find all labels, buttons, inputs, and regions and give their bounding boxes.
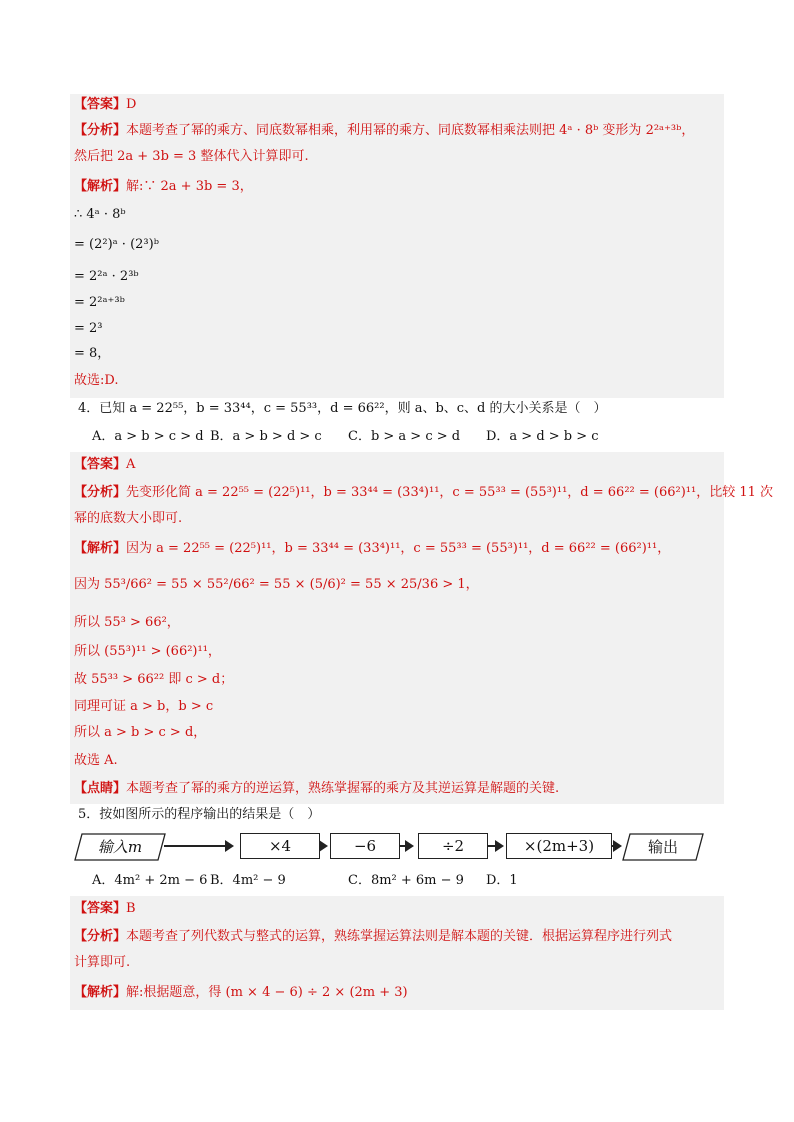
q4-solution-line-1 — [74, 540, 720, 558]
answer-value: A — [126, 457, 136, 472]
q4-solution-line-5: 故 55³³ > 66²² 即 c > d； — [74, 672, 234, 687]
q3-choose: 故选:D. — [74, 373, 119, 388]
flow-arrow — [320, 845, 326, 847]
answer-value: B — [126, 901, 136, 916]
q3-solution-intro — [74, 178, 720, 196]
comment-text: 本题考查了幂的乘方的逆运算，熟练掌握幂的乘方及其逆运算是解题的关键. — [126, 781, 560, 796]
q4-stem: 4．已知 a = 22⁵⁵，b = 33⁴⁴，c = 55³³，d = 66²²，则 a、b、c、d 的大小关系是（ ） — [78, 401, 607, 416]
analysis-text: 计算即可. — [74, 955, 131, 970]
analysis-text: 先变形化简 a = 22⁵⁵ = (22⁵)¹¹，b = 33⁴⁴ = (33⁴)¹¹，c = 55³³ = (55³)¹¹，d = 66²² = (66²)¹¹，比较 11 次 — [126, 485, 774, 500]
analysis-text: 然后把 2a + 3b = 3 整体代入计算即可. — [74, 149, 309, 164]
q4-solution-line-4: 所以 (55³)¹¹ > (66²)¹¹， — [74, 644, 221, 659]
analysis-text: 幂的底数大小即可. — [74, 511, 183, 526]
q4-answer-line — [74, 456, 720, 474]
q4-analysis-line-2 — [74, 510, 720, 528]
flow-arrow — [164, 845, 232, 847]
q3-step: = 2³ — [74, 321, 103, 336]
q3-step: ∴ 4ᵃ · 8ᵇ — [74, 207, 126, 222]
flow-step-label: ×(2m+3) — [523, 837, 595, 855]
q5-answer-line — [74, 900, 720, 918]
solution-text: 因为 a = 22⁵⁵ = (22⁵)¹¹，b = 33⁴⁴ = (33⁴)¹¹，c = 55³³ = (55³)¹¹，d = 66²² = (66²)¹¹， — [126, 541, 671, 556]
q3-step: = 2²ᵃ⁺³ᵇ — [74, 295, 125, 310]
q5-analysis-line-1 — [74, 928, 720, 946]
q4-options — [92, 428, 738, 446]
flow-output-label: 输出 — [647, 838, 678, 856]
answer-tag: 【答案】 — [74, 901, 127, 916]
comment-tag: 【点睛】 — [74, 781, 127, 796]
q5-stem: 5．按如图所示的程序输出的结果是（ ） — [78, 807, 321, 822]
flow-step-multiply-4 — [240, 833, 320, 859]
q5-solution-line-1 — [74, 984, 720, 1002]
q5-analysis-line-2 — [74, 954, 720, 972]
solution-tag: 【解析】 — [74, 985, 127, 1000]
flow-step-label: ×4 — [268, 837, 292, 855]
q3-step: = 8， — [74, 346, 111, 361]
q4-option-d[interactable]: D．a > d > b > c — [486, 429, 599, 444]
solution-tag: 【解析】 — [74, 179, 127, 194]
q4-analysis-line-1 — [74, 484, 774, 502]
flow-step-divide-2 — [418, 833, 488, 859]
solution-text: 解:根据题意，得 (m × 4 − 6) ÷ 2 × (2m + 3) — [126, 985, 408, 1000]
q3-answer-line — [74, 96, 720, 114]
q4-solution-line-3: 所以 55³ > 66²， — [74, 615, 180, 630]
q4-option-c[interactable]: C．b > a > c > d — [348, 429, 461, 444]
q5-option-b[interactable]: B．4m² − 9 — [210, 873, 286, 888]
solution-text: 解:∵ 2a + 3b = 3， — [126, 179, 253, 194]
q3-analysis-line-2 — [74, 148, 720, 166]
q4-comment-line — [74, 780, 720, 798]
flow-step-minus-6 — [330, 833, 400, 859]
q4-choose: 故选 A. — [74, 753, 118, 768]
q5-option-d[interactable]: D．1 — [486, 873, 518, 888]
flow-arrow — [488, 845, 502, 847]
flow-arrow — [612, 845, 620, 847]
answer-tag: 【答案】 — [74, 457, 127, 472]
flow-step-label: −6 — [353, 837, 377, 855]
q4-solution-line-2: 因为 55³/66² = 55 × 55²/66² = 55 × (5/6)² = 55 × 25/36 > 1， — [74, 577, 479, 592]
answer-value: D — [126, 97, 137, 112]
q5-options — [92, 872, 738, 890]
flow-step-multiply-2m3 — [506, 833, 612, 859]
analysis-text: 本题考查了列代数式与整式的运算，熟练掌握运算法则是解本题的关键．根据运算程序进行列式 — [126, 929, 673, 944]
program-flowchart — [70, 833, 678, 863]
flow-step-label: ÷2 — [441, 837, 465, 855]
q5-option-a[interactable]: A．4m² + 2m − 6 — [92, 873, 208, 888]
flow-arrow — [400, 845, 412, 847]
analysis-text: 本题考查了幂的乘方、同底数幂相乘，利用幂的乘方、同底数幂相乘法则把 4ᵃ · 8ᵇ 变形为 2²ᵃ⁺³ᵇ， — [126, 123, 695, 138]
q3-analysis-line-1 — [74, 122, 720, 140]
q4-option-a[interactable]: A．a > b > c > d — [92, 429, 204, 444]
analysis-tag: 【分析】 — [74, 485, 127, 500]
analysis-tag: 【分析】 — [74, 123, 127, 138]
q5-option-c[interactable]: C．8m² + 6m − 9 — [348, 873, 464, 888]
answer-tag: 【答案】 — [74, 97, 127, 112]
solution-tag: 【解析】 — [74, 541, 127, 556]
flow-input-label: 输入m — [97, 838, 143, 856]
q4-solution-line-6: 同理可证 a > b，b > c — [74, 699, 214, 714]
q3-step: = (2²)ᵃ · (2³)ᵇ — [74, 237, 159, 252]
analysis-tag: 【分析】 — [74, 929, 127, 944]
q4-solution-line-7: 所以 a > b > c > d， — [74, 725, 207, 740]
q4-option-b[interactable]: B．a > b > d > c — [210, 429, 322, 444]
q3-step: = 2²ᵃ · 2³ᵇ — [74, 269, 139, 284]
